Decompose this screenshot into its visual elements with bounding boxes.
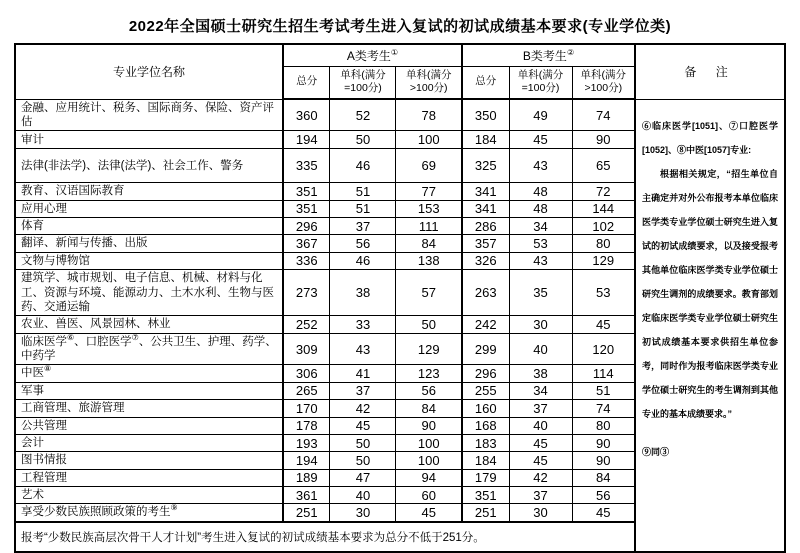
program-name: 中医⑧ (15, 365, 283, 382)
score-b-cell: 40 (509, 417, 572, 434)
score-b-cell: 49 (509, 99, 572, 131)
score-a-cell: 33 (330, 316, 396, 333)
score-b-cell: 341 (462, 183, 509, 200)
group-a-header (283, 44, 462, 66)
score-b-cell: 74 (572, 400, 635, 417)
header-group-row (15, 44, 785, 66)
score-a-cell: 56 (330, 235, 396, 252)
score-b-cell: 183 (462, 434, 509, 451)
score-a-cell: 360 (283, 99, 330, 131)
score-a-cell: 336 (283, 252, 330, 269)
group-a-label: A类考生 (346, 48, 391, 63)
score-b-cell: 80 (572, 417, 635, 434)
score-a-cell: 351 (283, 200, 330, 217)
score-b-cell: 74 (572, 99, 635, 131)
program-name: 教育、汉语国际教育 (15, 183, 283, 200)
score-a-cell: 30 (330, 504, 396, 522)
score-b-cell: 263 (462, 270, 509, 316)
score-b-cell: 90 (572, 131, 635, 149)
score-b-cell: 357 (462, 235, 509, 252)
score-b-cell: 179 (462, 469, 509, 486)
score-b-cell: 30 (509, 316, 572, 333)
score-a-cell: 46 (330, 252, 396, 269)
score-a-cell: 47 (330, 469, 396, 486)
score-b-cell: 45 (509, 452, 572, 469)
score-a-cell: 84 (396, 400, 462, 417)
score-a-cell: 37 (330, 218, 396, 235)
score-a-cell: 251 (283, 504, 330, 522)
program-name: 享受少数民族照顾政策的考生⑨ (15, 504, 283, 522)
score-b-cell: 242 (462, 316, 509, 333)
program-name: 军事 (15, 382, 283, 399)
score-b-cell: 120 (572, 333, 635, 365)
score-a-cell: 189 (283, 469, 330, 486)
score-b-cell: 42 (509, 469, 572, 486)
score-a-cell: 123 (396, 365, 462, 382)
score-b-cell: 43 (509, 149, 572, 183)
program-name: 建筑学、城市规划、电子信息、机械、材料与化工、资源与环境、能源动力、土木水利、生物与医药、交通运输 (15, 270, 283, 316)
score-b-cell: 351 (462, 487, 509, 504)
score-a-cell: 50 (396, 316, 462, 333)
score-b-cell: 350 (462, 99, 509, 131)
program-name: 法律(非法学)、法律(法学)、社会工作、警务 (15, 149, 283, 183)
score-b-cell: 84 (572, 469, 635, 486)
score-a-cell: 51 (330, 200, 396, 217)
score-b-cell: 160 (462, 400, 509, 417)
score-a-cell: 129 (396, 333, 462, 365)
score-b-cell: 72 (572, 183, 635, 200)
program-name: 应用心理 (15, 200, 283, 217)
score-a-cell: 252 (283, 316, 330, 333)
program-name: 图书情报 (15, 452, 283, 469)
score-a-cell: 46 (330, 149, 396, 183)
group-a-footnote-marker: ① (390, 47, 399, 57)
program-name: 农业、兽医、风景园林、林业 (15, 316, 283, 333)
score-a-cell: 111 (396, 218, 462, 235)
score-b-cell: 34 (509, 382, 572, 399)
score-a-cell: 351 (283, 183, 330, 200)
score-a-cell: 94 (396, 469, 462, 486)
score-a-cell: 100 (396, 131, 462, 149)
program-name: 会计 (15, 434, 283, 451)
score-b-cell: 168 (462, 417, 509, 434)
score-b-cell: 90 (572, 434, 635, 451)
program-name: 工程管理 (15, 469, 283, 486)
score-a-cell: 45 (330, 417, 396, 434)
program-name: 艺术 (15, 487, 283, 504)
score-b-cell: 45 (509, 131, 572, 149)
subheader-b-total: 总分 (462, 66, 509, 99)
score-b-cell: 144 (572, 200, 635, 217)
score-a-cell: 43 (330, 333, 396, 365)
score-b-cell: 102 (572, 218, 635, 235)
score-a-cell: 194 (283, 131, 330, 149)
score-table (14, 43, 786, 553)
score-a-cell: 100 (396, 452, 462, 469)
score-b-cell: 255 (462, 382, 509, 399)
page-title: 2022年全国硕士研究生招生考试考生进入复试的初试成绩基本要求(专业学位类) (128, 18, 672, 35)
score-b-cell: 251 (462, 504, 509, 522)
score-b-cell: 51 (572, 382, 635, 399)
score-b-cell: 56 (572, 487, 635, 504)
score-a-cell: 78 (396, 99, 462, 131)
score-a-cell: 335 (283, 149, 330, 183)
program-name: 审计 (15, 131, 283, 149)
score-b-cell: 48 (509, 183, 572, 200)
score-b-cell: 53 (572, 270, 635, 316)
score-a-cell: 60 (396, 487, 462, 504)
score-b-cell: 37 (509, 400, 572, 417)
score-a-cell: 57 (396, 270, 462, 316)
score-a-cell: 38 (330, 270, 396, 316)
score-a-cell: 296 (283, 218, 330, 235)
program-name: 体育 (15, 218, 283, 235)
score-a-cell: 50 (330, 452, 396, 469)
score-b-cell: 114 (572, 365, 635, 382)
score-b-cell: 40 (509, 333, 572, 365)
score-b-cell: 286 (462, 218, 509, 235)
score-a-cell: 51 (330, 183, 396, 200)
remark-paragraph: ⑥临床医学[1051]、⑦口腔医学[1052]、⑧中医[1057]专业: (642, 120, 779, 155)
score-a-cell: 56 (396, 382, 462, 399)
score-b-cell: 48 (509, 200, 572, 217)
subheader-b-single-100: 单科(满分=100分) (509, 66, 572, 99)
score-b-cell: 341 (462, 200, 509, 217)
score-a-cell: 153 (396, 200, 462, 217)
score-b-cell: 30 (509, 504, 572, 522)
score-b-cell: 38 (509, 365, 572, 382)
score-b-cell: 325 (462, 149, 509, 183)
score-a-cell: 37 (330, 382, 396, 399)
group-b-header (462, 44, 635, 66)
subheader-b-single-over100: 单科(满分>100分) (572, 66, 635, 99)
score-a-cell: 45 (396, 504, 462, 522)
remark-column-header: 备 注 (635, 44, 785, 99)
subheader-a-total: 总分 (283, 66, 330, 99)
program-name: 临床医学⑥、口腔医学⑦、公共卫生、护理、药学、中药学 (15, 333, 283, 365)
group-b-label: B类考生 (522, 48, 567, 63)
name-column-header: 专业学位名称 (15, 44, 283, 99)
score-a-cell: 273 (283, 270, 330, 316)
score-a-cell: 178 (283, 417, 330, 434)
score-a-cell: 90 (396, 417, 462, 434)
score-a-cell: 367 (283, 235, 330, 252)
score-b-cell: 34 (509, 218, 572, 235)
score-a-cell: 361 (283, 487, 330, 504)
score-b-cell: 45 (572, 504, 635, 522)
score-a-cell: 265 (283, 382, 330, 399)
score-b-cell: 53 (509, 235, 572, 252)
score-a-cell: 306 (283, 365, 330, 382)
subheader-a-single-100: 单科(满分=100分) (330, 66, 396, 99)
score-b-cell: 43 (509, 252, 572, 269)
score-b-cell: 90 (572, 452, 635, 469)
table-row (15, 99, 785, 131)
score-a-cell: 309 (283, 333, 330, 365)
score-a-cell: 50 (330, 131, 396, 149)
score-a-cell: 40 (330, 487, 396, 504)
remark-paragraph: 根据相关规定，“招生单位自主确定并对外公布报考本单位临床医学类专业学位硕士研究生进入复试的初试成绩要求，以及接受报考其他单位临床医学类专业学位硕士研究生调剂的成绩要求。教育部划定临床医学类专业学位硕士研究生初试成绩基本要求供招生单位参考，同时作为报考临床医学类专业学位硕士研究生的考生调剂到其他专业的基本成绩要求。” (642, 168, 779, 419)
score-a-cell: 194 (283, 452, 330, 469)
score-a-cell: 100 (396, 434, 462, 451)
score-a-cell: 193 (283, 434, 330, 451)
score-b-cell: 184 (462, 131, 509, 149)
remark-paragraph: ⑨同③ (642, 446, 670, 457)
score-a-cell: 42 (330, 400, 396, 417)
score-a-cell: 170 (283, 400, 330, 417)
score-b-cell: 296 (462, 365, 509, 382)
program-name: 文物与博物馆 (15, 252, 283, 269)
score-b-cell: 37 (509, 487, 572, 504)
score-a-cell: 52 (330, 99, 396, 131)
score-a-cell: 84 (396, 235, 462, 252)
score-b-cell: 299 (462, 333, 509, 365)
table-body (15, 99, 785, 552)
program-name: 翻译、新闻与传播、出版 (15, 235, 283, 252)
program-name: 公共管理 (15, 417, 283, 434)
score-b-cell: 129 (572, 252, 635, 269)
score-b-cell: 45 (572, 316, 635, 333)
score-b-cell: 45 (509, 434, 572, 451)
score-a-cell: 77 (396, 183, 462, 200)
score-a-cell: 138 (396, 252, 462, 269)
score-b-cell: 80 (572, 235, 635, 252)
score-a-cell: 69 (396, 149, 462, 183)
program-name: 金融、应用统计、税务、国际商务、保险、资产评估 (15, 99, 283, 131)
program-name: 工商管理、旅游管理 (15, 400, 283, 417)
group-b-footnote-marker: ② (566, 47, 575, 57)
score-b-cell: 326 (462, 252, 509, 269)
remark-content (635, 99, 785, 552)
score-b-cell: 65 (572, 149, 635, 183)
score-a-cell: 41 (330, 365, 396, 382)
score-a-cell: 50 (330, 434, 396, 451)
footer-note: 报考“少数民族高层次骨干人才计划”考生进入复试的初试成绩基本要求为总分不低于251分。 (15, 522, 635, 552)
score-b-cell: 35 (509, 270, 572, 316)
score-b-cell: 184 (462, 452, 509, 469)
subheader-a-single-over100: 单科(满分>100分) (396, 66, 462, 99)
